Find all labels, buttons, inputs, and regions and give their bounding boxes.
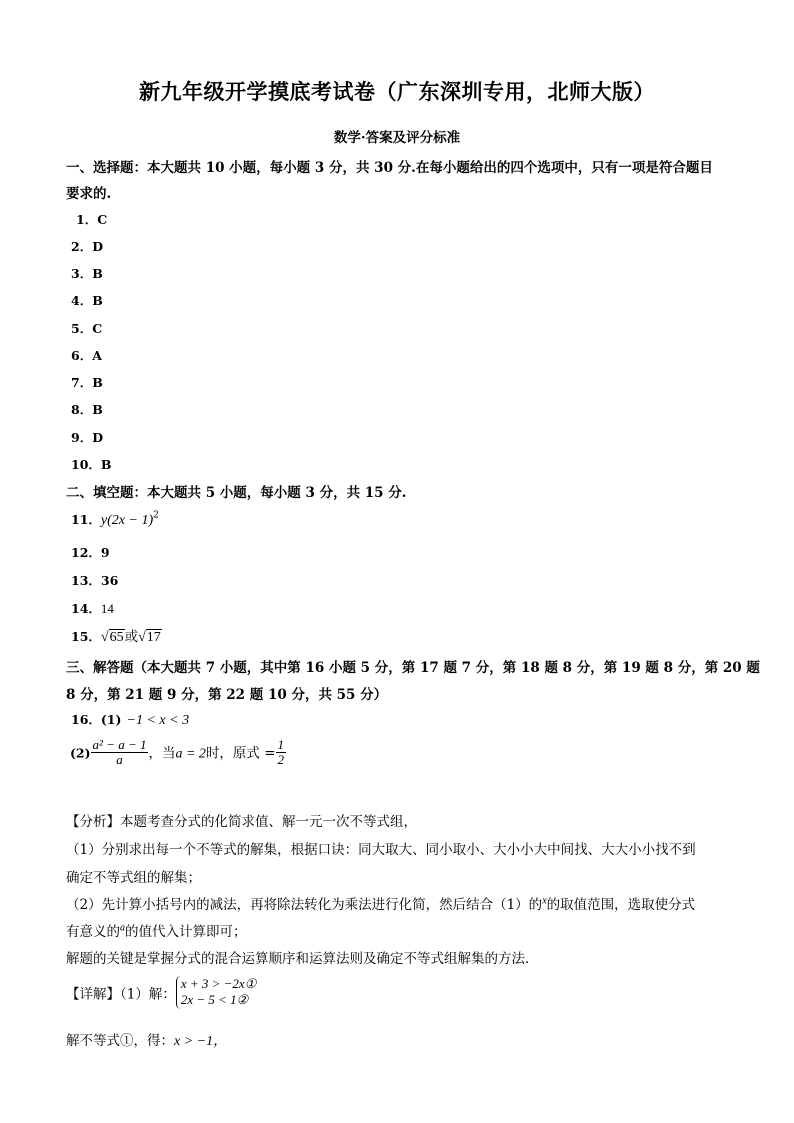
detail-solve-1-text: 解不等式①，得： [66,1033,174,1049]
analysis-line5-part2: 的值代入计算即可； [125,924,247,940]
answer-3: 3．B [71,266,103,281]
analysis-var-a: a [120,922,125,934]
analysis-var-x: x [542,895,547,907]
analysis-line2: （1）分别求出每一个不等式的解集，根据口诀：同大取大、同小取小、大小小大中间找、大大小小找不到 [66,842,696,858]
section3-heading-line1: 三、解答题（本大题共 7 小题，其中第 16 小题 5 分，第 17 题 7 分，第 18 题 8 分，第 19 题 8 分，第 20 题 [66,660,760,676]
answer-9: 9．D [71,430,104,445]
detail-label: 【详解】（1）解： [66,986,176,1003]
answer-11-exponent: 2 [153,510,159,521]
inequality-2: 2x − 5 < 1② [180,992,249,1008]
section3-heading-line2: 8 分，第 21 题 9 分，第 22 题 10 分，共 55 分） [66,687,388,703]
answer-15-radicand-1: 65 [109,630,124,645]
answer-16-when: ，当 [148,745,176,762]
answer-14-value: 14 [100,601,114,616]
answer-16-label: 16．(1) [71,712,122,727]
answer-14-label: 14． [71,601,101,616]
answer-11-expr: y(2x − 1) [100,513,154,528]
answer-2: 2．D [71,239,104,254]
answer-16-part2-label: (2) [70,745,91,761]
answer-5: 5．C [71,321,103,336]
answer-16-result-fraction [276,738,287,768]
answer-7: 7．B [71,375,103,390]
answer-16-part2 [70,738,286,768]
answer-8: 8．B [71,402,103,417]
answer-15: 15．√65或√17 [71,629,161,645]
answer-16-result-text: 时，原式 = [205,745,276,762]
section1-heading-line2: 要求的. [66,186,112,202]
answer-15-radicand-2: 17 [146,630,161,645]
answer-4: 4．B [71,293,103,308]
inequality-1: x + 3 > −2x① [180,976,257,991]
answer-16-fraction [91,738,149,768]
answer-15-label: 15． [71,629,101,644]
analysis-line6: 解题的关键是掌握分式的混合运算顺序和运算法则及确定不等式组解集的方法． [66,951,539,967]
analysis-line4-part1: （2）先计算小括号内的减法，再将除法转化为乘法进行化简，然后结合（1）的 [66,897,543,913]
answer-11-label: 11． [71,512,101,527]
answer-15-or: 或 [124,629,139,645]
analysis-line4-part2: 的取值范围，选取使分式 [546,897,696,913]
result-numerator: 1 [277,737,285,752]
analysis-line4 [66,893,695,913]
result-denominator: 2 [277,752,285,768]
answer-11 [71,509,159,529]
answer-16-condition: a = 2 [175,746,206,762]
analysis-line5 [66,920,247,940]
answer-13: 13．36 [71,573,119,588]
page-subtitle: 数学·答案及评分标准 [333,130,461,146]
answer-1: 1．C [76,212,108,227]
fraction-numerator: a² − a − 1 [92,737,147,752]
section2-heading: 二、填空题：本大题共 5 小题，每小题 3 分，共 15 分. [66,485,407,501]
analysis-line1: 【分析】本题考查分式的化简求值、解一元一次不等式组， [66,814,417,830]
detail-block [66,976,256,1009]
answer-10: 10．B [71,457,112,472]
answer-6: 6．A [71,348,102,363]
fraction-denominator: a [116,752,123,768]
inequality-system [176,976,257,1009]
analysis-line3: 确定不等式组的解集； [66,870,201,886]
answer-12: 12．9 [71,545,110,560]
page-title: 新九年级开学摸底考试卷（广东深圳专用，北师大版） [139,80,655,104]
detail-solve-1-result: x > −1， [174,1034,228,1049]
answer-14 [71,598,114,617]
answer-16-part1-value: −1 < x < 3 [126,713,190,728]
detail-solve-1 [66,1029,227,1050]
answer-16-part1 [71,709,189,729]
analysis-line5-part1: 有意义的 [66,924,120,940]
section1-heading-line1: 一、选择题：本大题共 10 小题，每小题 3 分，共 30 分.在每小题给出的四个选项中，只有一项是符合题目 [66,160,713,176]
